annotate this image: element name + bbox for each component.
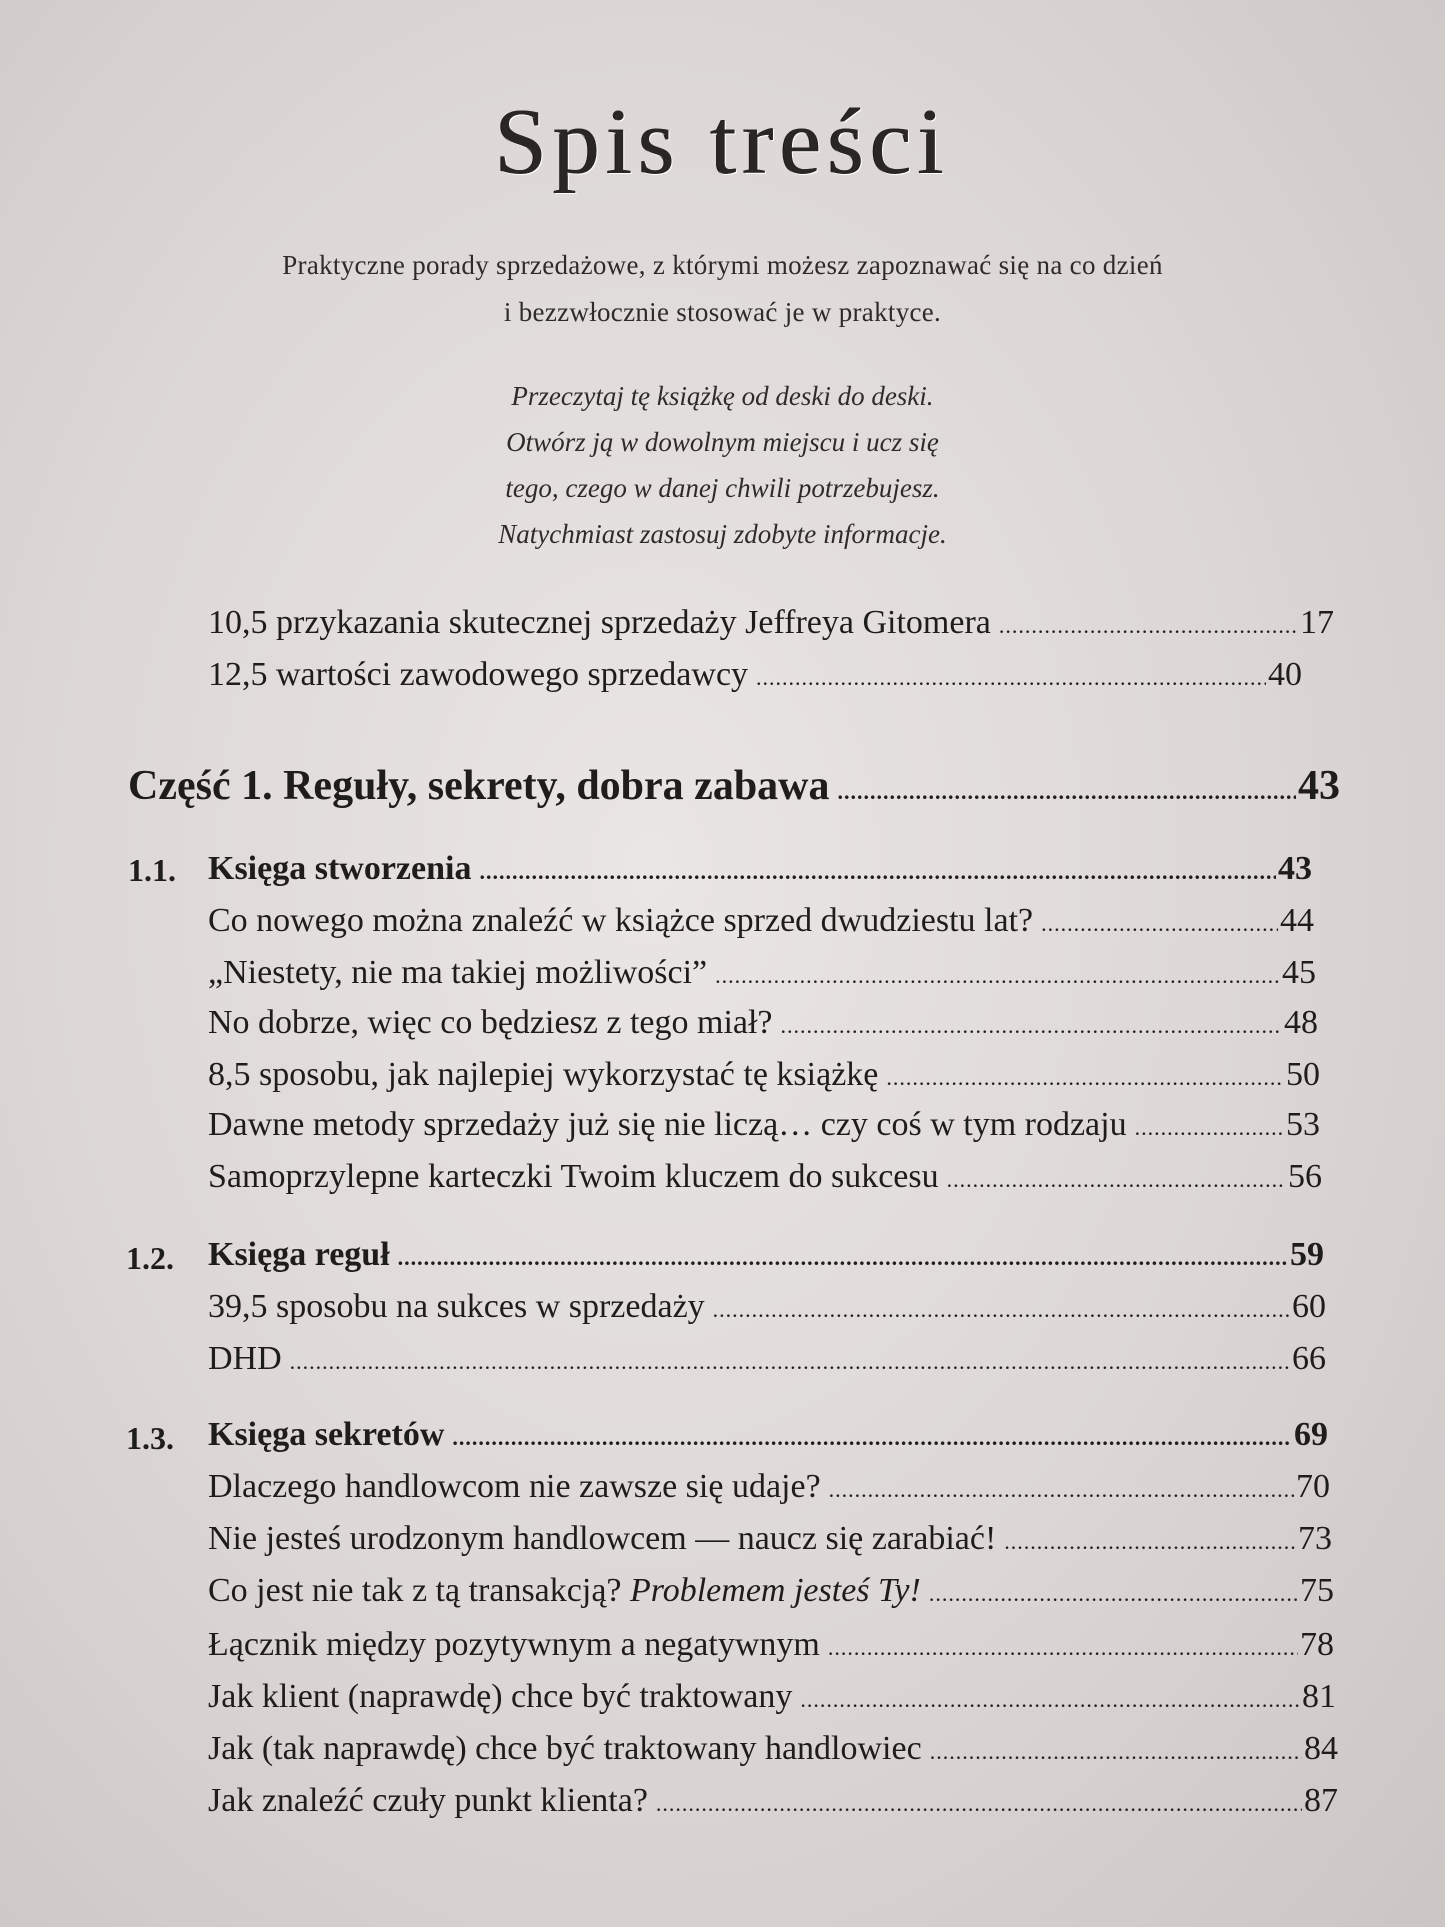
section-number: 1.1. xyxy=(128,852,176,888)
toc-entry-title: 8,5 sposobu, jak najlepiej wykorzystać tę książkę xyxy=(208,1056,879,1093)
leader-dots xyxy=(713,1288,1290,1326)
toc-entry-page: 81 xyxy=(1302,1678,1336,1715)
toc-entry-title: Łącznik między pozytywnym a negatywnym xyxy=(208,1626,820,1663)
toc-section-page: 59 xyxy=(1290,1236,1324,1273)
toc-entry-page: 78 xyxy=(1300,1626,1334,1663)
toc-entry[interactable] xyxy=(208,1626,1334,1664)
motto xyxy=(0,373,1445,557)
leader-dots xyxy=(829,1468,1294,1506)
toc-entry-page: 40 xyxy=(1268,656,1302,693)
leader-dots xyxy=(930,1730,1302,1768)
toc-entry-page: 44 xyxy=(1280,902,1314,939)
toc-entry[interactable] xyxy=(208,954,1316,992)
toc-entry-title: Jak klient (naprawdę) chce być traktowany xyxy=(208,1678,793,1715)
toc-entry[interactable] xyxy=(208,902,1314,940)
toc-entry-page: 73 xyxy=(1298,1520,1332,1557)
leader-dots xyxy=(947,1158,1286,1196)
toc-section-heading[interactable] xyxy=(208,850,1312,888)
toc-entry-page: 53 xyxy=(1286,1106,1320,1143)
leader-dots xyxy=(452,1416,1292,1454)
leader-dots xyxy=(398,1236,1288,1274)
toc-entry-title: 10,5 przykazania skutecznej sprzedaży Jeffreya Gitomera xyxy=(208,604,991,641)
leader-dots xyxy=(290,1340,1290,1378)
toc-entry-title: Samoprzylepne karteczki Twoim kluczem do sukcesu xyxy=(208,1158,939,1195)
toc-entry-title: Jak znaleźć czuły punkt klienta? xyxy=(208,1782,648,1819)
leader-dots xyxy=(828,1626,1298,1664)
toc-entry-title: 12,5 wartości zawodowego sprzedawcy xyxy=(208,656,749,693)
page-title: Spis treści xyxy=(494,90,951,194)
subtitle-line: Praktyczne porady sprzedażowe, z którymi możesz zapoznawać się na co dzień xyxy=(282,250,1163,280)
toc-entry[interactable] xyxy=(208,1340,1326,1378)
toc-entry-title: Dawne metody sprzedaży już się nie liczą… czy coś w tym rodzaju xyxy=(208,1106,1127,1143)
toc-section-page: 69 xyxy=(1294,1416,1328,1453)
toc-entry-page: 50 xyxy=(1286,1056,1320,1093)
toc-entry[interactable] xyxy=(208,656,1302,694)
toc-entry-title: 39,5 sposobu na sukces w sprzedaży xyxy=(208,1288,705,1325)
leader-dots xyxy=(1135,1106,1284,1144)
leader-dots xyxy=(1041,902,1278,940)
toc-section-title: Księga sekretów xyxy=(208,1416,445,1453)
toc-entry[interactable] xyxy=(208,1468,1330,1506)
toc-part-heading[interactable] xyxy=(128,762,1340,810)
leader-dots xyxy=(1004,1520,1296,1558)
toc-entry-page: 48 xyxy=(1284,1004,1318,1041)
toc-entry-page: 45 xyxy=(1282,954,1316,991)
toc-entry[interactable] xyxy=(208,1678,1336,1716)
motto-line: tego, czego w danej chwili potrzebujesz. xyxy=(505,473,940,503)
leader-dots xyxy=(756,656,1266,694)
toc-section-title: Księga stworzenia xyxy=(208,850,472,887)
section-number: 1.2. xyxy=(126,1240,174,1276)
toc-entry-page: 60 xyxy=(1292,1288,1326,1325)
toc-part-title: Część 1. Reguły, sekrety, dobra zabawa xyxy=(128,763,830,809)
toc-entry-title: Jak (tak naprawdę) chce być traktowany handlowiec xyxy=(208,1730,922,1767)
toc-entry-page: 84 xyxy=(1304,1730,1338,1767)
toc-entry-page: 70 xyxy=(1296,1468,1330,1505)
toc-entry-title: „Niestety, nie ma takiej możliwości” xyxy=(208,954,708,991)
leader-dots xyxy=(838,762,1296,810)
toc-entry-page: 66 xyxy=(1292,1340,1326,1377)
toc-entry-title: Dlaczego handlowcom nie zawsze się udaje? xyxy=(208,1468,821,1505)
motto-line: Przeczytaj tę książkę od deski do deski. xyxy=(511,381,934,411)
subtitle-line: i bezzwłocznie stosować je w praktyce. xyxy=(503,297,942,327)
toc-section-title: Księga reguł xyxy=(208,1236,390,1273)
toc-entry[interactable] xyxy=(208,1056,1320,1094)
toc-entry-title: Co nowego można znaleźć w książce sprzed dwudziestu lat? xyxy=(208,902,1034,939)
toc-entry[interactable] xyxy=(208,1158,1322,1196)
toc-section-heading[interactable] xyxy=(208,1416,1328,1454)
toc-entry[interactable] xyxy=(208,1520,1332,1558)
toc-part-page: 43 xyxy=(1298,763,1340,809)
toc-entry[interactable] xyxy=(208,1572,1334,1610)
toc-entry[interactable] xyxy=(208,1004,1318,1042)
leader-dots xyxy=(656,1782,1302,1820)
toc-entry-title-italic: Problemem jesteś Ty! xyxy=(630,1572,921,1609)
leader-dots xyxy=(999,604,1298,642)
leader-dots xyxy=(715,954,1280,992)
toc-entry[interactable] xyxy=(208,1288,1326,1326)
toc-entry-page: 75 xyxy=(1300,1572,1334,1609)
leader-dots xyxy=(886,1056,1284,1094)
toc-entry-page: 56 xyxy=(1288,1158,1322,1195)
toc-entry-title xyxy=(208,1572,921,1610)
toc-entry-title: No dobrze, więc co będziesz z tego miał? xyxy=(208,1004,773,1041)
leader-dots xyxy=(929,1572,1298,1610)
toc-entry-page: 87 xyxy=(1304,1782,1338,1819)
toc-entry-page: 17 xyxy=(1300,604,1334,641)
motto-line: Otwórz ją w dowolnym miejscu i ucz się xyxy=(506,427,939,457)
subtitle xyxy=(0,242,1445,336)
toc-entry-title: DHD xyxy=(208,1340,282,1377)
leader-dots xyxy=(479,850,1276,888)
toc-entry[interactable] xyxy=(208,604,1334,642)
toc-section-heading[interactable] xyxy=(208,1236,1324,1274)
toc-section-page: 43 xyxy=(1278,850,1312,887)
toc-entry-title: Nie jesteś urodzonym handlowcem — naucz się zarabiać! xyxy=(208,1520,997,1557)
motto-line: Natychmiast zastosuj zdobyte informacje. xyxy=(498,519,947,549)
section-number: 1.3. xyxy=(126,1420,174,1456)
toc-entry-title-main: Co jest nie tak z tą transakcją? xyxy=(208,1572,622,1609)
leader-dots xyxy=(781,1004,1282,1042)
leader-dots xyxy=(800,1678,1300,1716)
toc-entry[interactable] xyxy=(208,1106,1320,1144)
toc-entry[interactable] xyxy=(208,1730,1338,1768)
toc-entry[interactable] xyxy=(208,1782,1338,1820)
